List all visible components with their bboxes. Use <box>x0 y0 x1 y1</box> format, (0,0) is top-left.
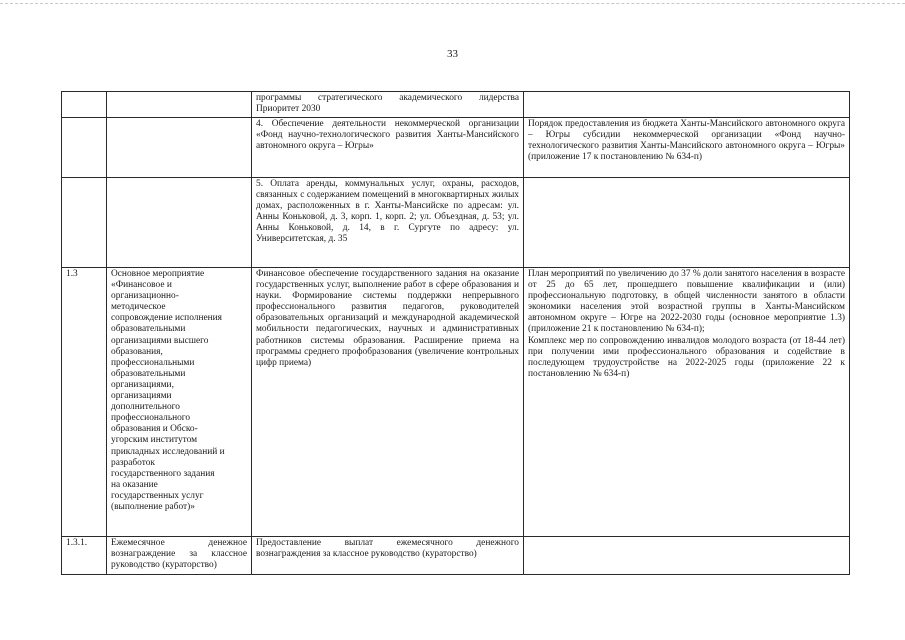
regulatory-document-paragraph: Комплекс мер по сопровождению инвалидов молодого возраста (от 18-44 лет) при получении ими профессионального образования и содействие в последующем трудоустройстве на 2022-2025 годы (приложение 22 к постановлению № 634-п) <box>528 335 845 379</box>
table-row <box>62 118 850 178</box>
table-row <box>62 92 850 118</box>
event-content-cell: 4. Обеспечение деятельности некоммерческой организации «Фонд научно-технологического развития Ханты-Мансийского автономного округа – Югры» <box>252 118 524 178</box>
row-number-cell <box>62 92 107 118</box>
regulatory-document-cell <box>524 268 850 537</box>
event-name-line: «Финансовое и <box>111 280 172 291</box>
event-name-line: образования, <box>111 346 163 357</box>
event-name-line: дополнительного <box>111 402 180 413</box>
row-number-cell <box>62 118 107 178</box>
table-row <box>62 178 850 268</box>
event-name-line: организационно- <box>111 291 179 302</box>
event-content-cell: программы стратегического академического лидерства Приоритет 2030 <box>252 92 524 118</box>
event-name-cell <box>107 92 252 118</box>
event-name-line: сопровождение исполнения <box>111 313 222 324</box>
regulatory-document-paragraph: План мероприятий по увеличению до 37 % доли занятого населения в возрасте от 25 до 65 лет, прошедшего повышение квалификации и (или) профессиональную подготовку, в общей численности занятого в области экономики населения этой возрастной группы в Ханты-Мансийском автономном округе – Югре на 2022-2030 годы (основное мероприятие 1.3) (приложение 21 к постановлению № 634-п); <box>528 269 845 335</box>
event-name-cell <box>107 118 252 178</box>
program-events-table <box>61 91 850 575</box>
page-number: 33 <box>447 48 458 60</box>
row-number-cell: 1.3.1. <box>62 537 107 575</box>
event-name-line: образования и Обско- <box>111 424 198 435</box>
event-name-line: организациями <box>111 391 172 402</box>
table-row <box>62 537 850 575</box>
event-name-line: методическое <box>111 302 166 313</box>
scan-artifact-line <box>0 3 905 6</box>
event-name-line: профессиональными <box>111 357 195 368</box>
event-name-cell <box>107 178 252 268</box>
event-name-line: Основное мероприятие <box>111 269 205 279</box>
event-name-lines <box>111 269 247 513</box>
event-name-cell: Ежемесячное денежное вознаграждение за классное руководство (кураторство) <box>107 537 252 575</box>
event-name-line: организациями высшего <box>111 335 209 346</box>
event-content-cell: 5. Оплата аренды, коммунальных услуг, охраны, расходов, связанных с содержанием помещений в многоквартирных жилых домах, расположенных в г. Ханты-Мансийске по адресам: ул. Анны Коньковой, д. 3, корп. 1, корп. 2; ул. Объездная, д. 53; ул. Анны Коньковой, д. 14, в г. Сургуте по адресу: ул. Университетская, д. 35 <box>252 178 524 268</box>
event-name-line: прикладных исследований и <box>111 446 225 457</box>
event-name-line: профессионального <box>111 413 191 424</box>
regulatory-document-cell <box>524 178 850 268</box>
row-number-cell <box>62 178 107 268</box>
event-name-line: образовательными <box>111 324 186 335</box>
event-name-cell <box>107 268 252 537</box>
table-row <box>62 268 850 537</box>
event-name-line: государственных услуг <box>111 490 204 501</box>
event-name-line: (выполнение работ)» <box>111 501 195 512</box>
event-name-line: разработок <box>111 457 155 468</box>
event-name-line: организациями, <box>111 379 174 390</box>
event-name-line: образовательными <box>111 368 186 379</box>
row-number-cell: 1.3 <box>62 268 107 537</box>
event-name-line: на оказание <box>111 479 158 490</box>
regulatory-document-cell: Порядок предоставления из бюджета Ханты-Мансийского автономного округа – Югры субсидии некоммерческой организации «Фонд научно-технологического развития Ханты-Мансийского автономного округа – Югры» (приложение 17 к постановлению № 634-п) <box>524 118 850 178</box>
event-name-line: угорским институтом <box>111 435 198 446</box>
event-content-cell: Предоставление выплат ежемесячного денежного вознаграждения за классное руководство (кураторство) <box>252 537 524 575</box>
regulatory-document-cell <box>524 537 850 575</box>
event-content-cell: Финансовое обеспечение государственного задания на оказание государственных услуг, выполнение работ в сфере образования и науки. Формирование системы поддержки непрерывного профессионального развития педагогов, руководителей образовательных организаций и международной академической мобильности педагогических, научных и административных работников системы образования. Расширение приема на программы среднего профобразования (увеличение контрольных цифр приема) <box>252 268 524 537</box>
regulatory-document-cell <box>524 92 850 118</box>
event-name-line: государственного задания <box>111 468 215 479</box>
